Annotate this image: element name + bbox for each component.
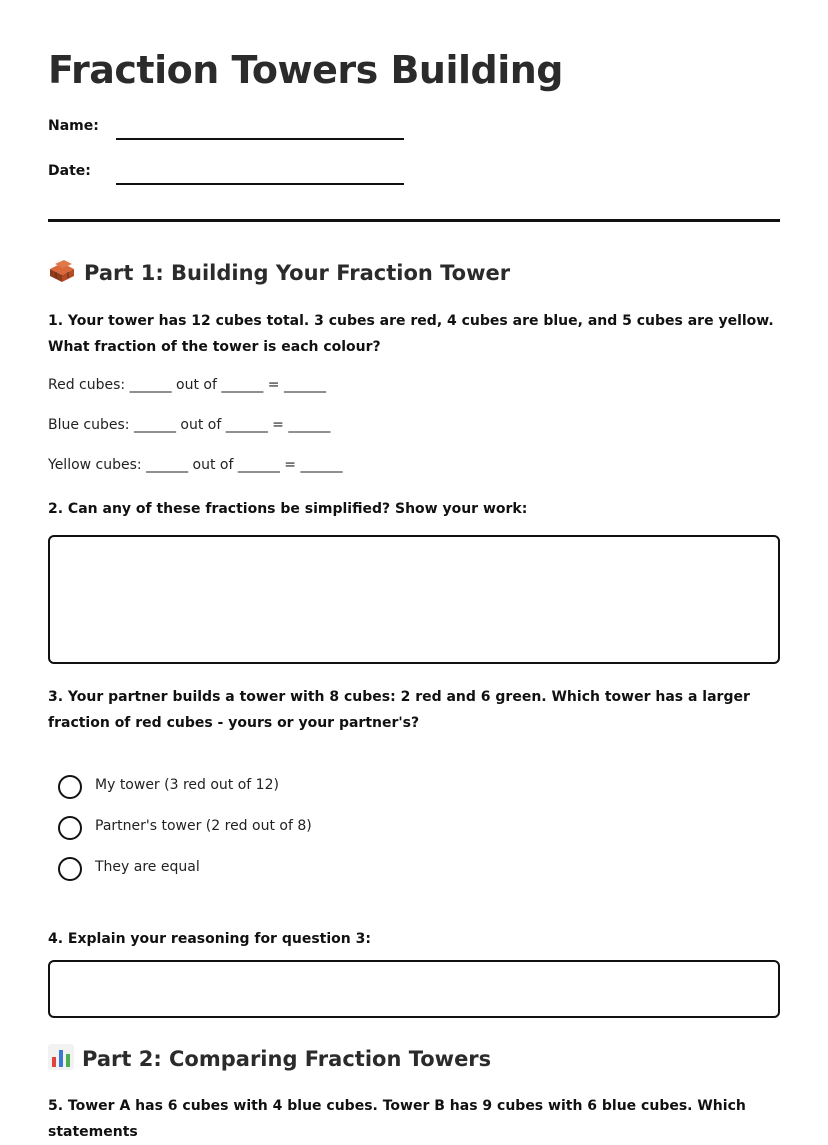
question-2-answer-box[interactable] bbox=[48, 535, 780, 664]
question-4: 4. Explain your reasoning for question 3: bbox=[48, 931, 371, 947]
red-cubes-line[interactable]: Red cubes: ______ out of ______ = ______ bbox=[48, 377, 326, 393]
name-line[interactable] bbox=[116, 138, 404, 140]
yellow-cubes-line[interactable]: Yellow cubes: ______ out of ______ = ______ bbox=[48, 457, 343, 473]
name-label: Name: bbox=[48, 118, 99, 134]
blue-cubes-line[interactable]: Blue cubes: ______ out of ______ = ______ bbox=[48, 417, 331, 433]
radio-button[interactable] bbox=[58, 857, 82, 881]
bar-chart-icon bbox=[48, 1044, 74, 1070]
question-1: 1. Your tower has 12 cubes total. 3 cubes are red, 4 cubes are blue, and 5 cubes are yellow. What fraction of the tower is each colour? bbox=[48, 313, 774, 355]
date-line[interactable] bbox=[116, 183, 404, 185]
name-field[interactable] bbox=[48, 118, 408, 142]
part2-heading-text: Part 2: Comparing Fraction Towers bbox=[82, 1047, 492, 1071]
worksheet-title: Fraction Towers Building bbox=[48, 48, 564, 92]
option-label: My tower (3 red out of 12) bbox=[95, 777, 279, 793]
radio-button[interactable] bbox=[58, 816, 82, 840]
option-label: Partner's tower (2 red out of 8) bbox=[95, 818, 312, 834]
option-label: They are equal bbox=[95, 859, 200, 875]
part1-heading-text: Part 1: Building Your Fraction Tower bbox=[84, 261, 511, 285]
question-5: 5. Tower A has 6 cubes with 4 blue cubes. Tower B has 9 cubes with 6 blue cubes. Which statements bbox=[48, 1098, 746, 1140]
part2-heading bbox=[48, 1044, 491, 1071]
date-field[interactable] bbox=[48, 163, 408, 187]
radio-button[interactable] bbox=[58, 775, 82, 799]
brick-icon bbox=[48, 258, 76, 284]
date-label: Date: bbox=[48, 163, 91, 179]
question-4-answer-box[interactable] bbox=[48, 960, 780, 1018]
question-3: 3. Your partner builds a tower with 8 cubes: 2 red and 6 green. Which tower has a larger fraction of red cubes - yours or your partner's? bbox=[48, 689, 750, 731]
part1-heading bbox=[48, 258, 510, 285]
question-2: 2. Can any of these fractions be simplified? Show your work: bbox=[48, 501, 528, 517]
header-divider bbox=[48, 219, 780, 222]
